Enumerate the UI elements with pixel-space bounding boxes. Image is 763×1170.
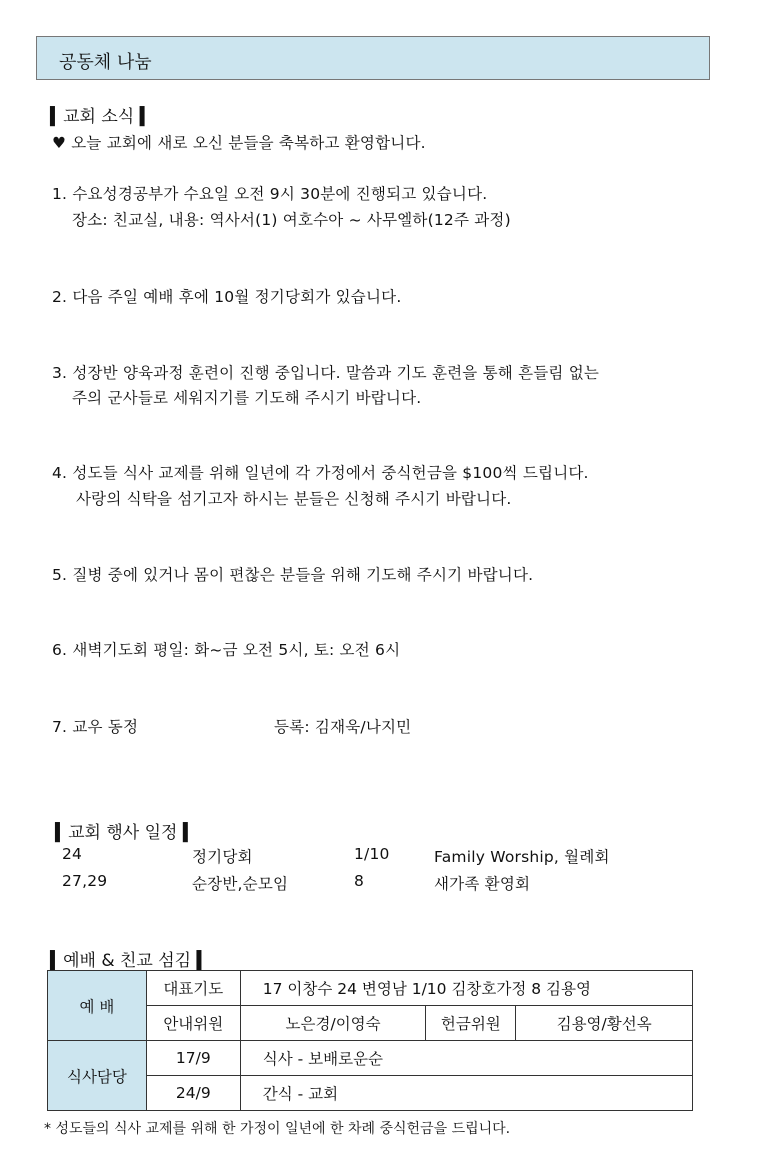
meal-label: 식사담당 (48, 1041, 147, 1111)
usher-label: 안내위원 (146, 1006, 240, 1041)
news-item-4-line1: 4. 성도들 식사 교제를 위해 일년에 각 가정에서 중식헌금을 $100씩 드립니다. (52, 464, 589, 482)
event-row-1-date1: 24 (62, 845, 83, 863)
meal-row-1-value: 식사 - 보배로운순 (240, 1041, 692, 1076)
usher-value: 노은경/이영숙 (240, 1006, 426, 1041)
event-row-2-date2: 8 (354, 872, 365, 890)
prayer-label: 대표기도 (146, 971, 240, 1006)
meal-row-2-value: 간식 - 교회 (240, 1076, 692, 1111)
serving-section-title: ▍예배 & 친교 섬김 ▍ (50, 951, 210, 971)
events-section-title: ▍교회 행사 일정 ▍ (55, 823, 196, 843)
news-item-3-line2: 주의 군사들로 세워지기를 기도해 주시기 바랍니다. (72, 389, 422, 407)
news-item-7: 7. 교우 동정 (52, 718, 139, 736)
meal-row-2-date: 24/9 (146, 1076, 240, 1111)
news-item-3-line1: 3. 성장반 양육과정 훈련이 진행 중입니다. 말씀과 기도 훈련을 통해 흔들림 없는 (52, 364, 600, 382)
news-item-6: 6. 새벽기도회 평일: 화~금 오전 5시, 토: 오전 6시 (52, 641, 401, 659)
event-row-2-date1: 27,29 (62, 872, 108, 890)
event-row-1-event1: 정기당회 (192, 848, 253, 866)
news-item-1-line2: 장소: 친교실, 내용: 역사서(1) 여호수아 ~ 사무엘하(12주 과정) (72, 211, 511, 229)
event-row-2-event1: 순장반,순모임 (192, 875, 289, 893)
serving-table (47, 970, 693, 1111)
news-section-title: ▍교회 소식 ▍ (50, 107, 153, 127)
meal-row-1-date: 17/9 (146, 1041, 240, 1076)
event-row-1-date2: 1/10 (354, 845, 390, 863)
offering-value: 김용영/황선옥 (516, 1006, 693, 1041)
welcome-line: ♥ 오늘 교회에 새로 오신 분들을 축복하고 환영합니다. (52, 134, 426, 152)
event-row-2-event2: 새가족 환영회 (434, 875, 531, 893)
news-item-1-line1: 1. 수요성경공부가 수요일 오전 9시 30분에 진행되고 있습니다. (52, 185, 488, 203)
news-item-4-line2: 사랑의 식탁을 섬기고자 하시는 분들은 신청해 주시기 바랍니다. (76, 490, 512, 508)
event-row-1-event2: Family Worship, 월례회 (434, 848, 610, 866)
page-title: 공동체 나눔 (59, 52, 152, 73)
worship-label: 예 배 (48, 971, 147, 1041)
prayer-value: 17 이창수 24 변영남 1/10 김창호가정 8 김용영 (240, 971, 692, 1006)
header-box (36, 36, 710, 80)
news-item-7-register: 등록: 김재욱/나지민 (274, 718, 412, 736)
news-item-5: 5. 질병 중에 있거나 몸이 편찮은 분들을 위해 기도해 주시기 바랍니다. (52, 566, 534, 584)
news-item-2: 2. 다음 주일 예배 후에 10월 정기당회가 있습니다. (52, 288, 402, 306)
footnote: * 성도들의 식사 교제를 위해 한 가정이 일년에 한 차례 중식헌금을 드립니다. (44, 1121, 511, 1137)
offering-label: 헌금위원 (426, 1006, 516, 1041)
